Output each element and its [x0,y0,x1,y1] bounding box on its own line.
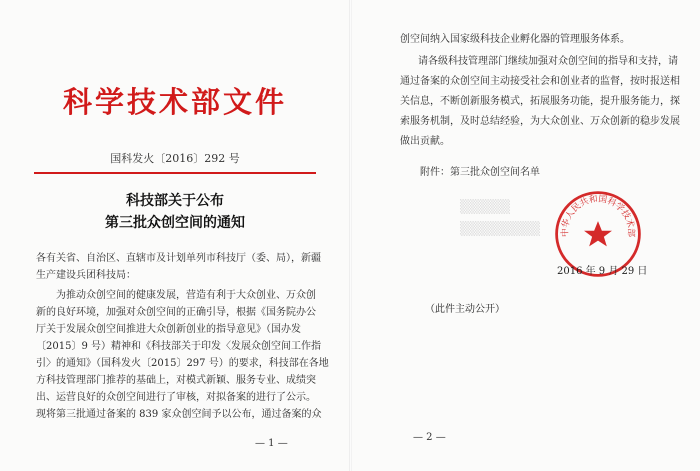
body-line: 创空间纳入国家级科技企业孵化器的管理服务体系。 [400,34,630,45]
document-title-line-1: 科技部关于公布 [126,193,224,209]
recipients-line-1: 各有关省、自治区、直辖市及计划单列市科技厅（委、局），新疆 [36,253,321,264]
body-line: 出、运营良好的众创空间进行了审核，对拟备案的进行了公示。 [36,392,316,403]
body-line: 引〉的通知》（国科发火〔2015〕297 号）的要求，科技部在各地 [36,358,329,369]
document-masthead: 科学技术部文件 [62,85,287,119]
body-line: 关信息，不断创新服务模式，拓展服务功能，提升服务能力，探 [400,96,680,107]
document-date: 2016 年 9 月 29 日 [557,266,648,277]
body-line: 通过备案的众创空间主动接受社会和创业者的监督，按时报送相 [400,76,680,87]
recipients-line-2: 生产建设兵团科技局： [36,270,136,281]
document-number: 国科发火〔2016〕292 号 [110,152,240,165]
body-line: 请各级科技管理部门继续加强对众创空间的指导和支持，请 [418,56,678,67]
body-line: 〔2015〕9 号）精神和《科技部关于印发〈发展众创空间工作指 [36,341,321,352]
page-number-1: — 1 — [255,438,288,449]
page-gutter [349,0,352,471]
body-line: 做出贡献。 [400,136,450,147]
body-line: 索服务机制，及时总结经验，为大众创业、万众创新的稳步发展 [400,116,680,127]
body-line: 现将第三批通过备案的 839 家众创空间予以公布，通过备案的众 [36,409,322,420]
body-line: 方科技管理部门推荐的基础上，对模式新颖、服务专业、成绩突 [36,375,316,386]
body-line: 为推动众创空间的健康发展，营造有利于大众创业、万众创 [56,290,316,301]
bleed-through-text: ▒▒▒▒▒ [460,200,510,215]
attachment-note: 附件：第三批众创空间名单 [420,167,540,178]
star-icon [584,221,612,246]
seal-text: 中华人民共和国科学技术部 [560,194,636,238]
body-line: 厅关于发展众创空间推进大众创新创业的指导意见》（国办发 [36,324,301,335]
body-line: 新的良好环境，加强对众创空间的正确引导，根据《国务院办公 [36,307,316,318]
page-number-2: — 2 — [413,432,446,443]
disclosure-note: （此件主动公开） [425,304,505,315]
bleed-through-text: ▒▒▒▒▒▒▒▒ [460,222,540,237]
document-title-line-2: 第三批众创空间的通知 [105,215,245,231]
red-divider-line [34,172,316,174]
